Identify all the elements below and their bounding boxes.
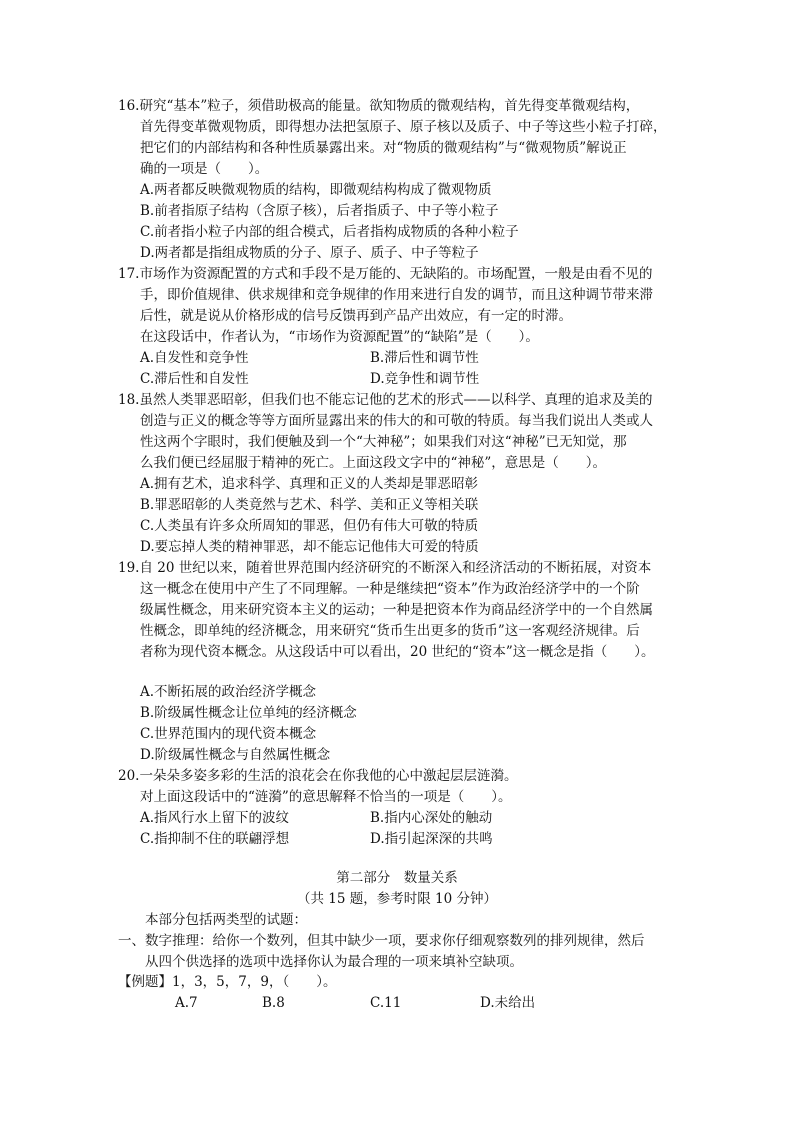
q17-option-a: A.自发性和竞争性 xyxy=(140,350,249,366)
section-title: 第二部分 数量关系 xyxy=(336,870,458,886)
example-row xyxy=(118,972,336,992)
q16-option-b: B.前者指原子结构（含原子核），后者指质子、中子等小粒子 xyxy=(140,203,499,219)
q16-stem-line-1: 16.研究“基本”粒子，须借助极高的能量。欲知物质的微观结构，首先得变革微观结构， xyxy=(118,98,640,114)
q19-stem-line-5: 者称为现代资本概念。从这段话中可以看出，20 世纪的“资本”这一概念是指（ ）。 xyxy=(140,644,655,660)
q17-option-b: B.滞后性和调节性 xyxy=(370,350,479,366)
q19-option-a: A.不断拓展的政治经济学概念 xyxy=(140,684,317,700)
q20-option-b: B.指内心深处的触动 xyxy=(370,810,493,826)
q20-stem-line-1: 20.一朵朵多姿多彩的生活的浪花会在你我他的心中激起层层涟漪。 xyxy=(118,768,518,784)
q18-stem-line-3: 性这两个字眼时，我们便触及到一个“大神秘”；如果我们对这“神秘”已无知觉，那 xyxy=(140,434,627,450)
q19-option-b: B.阶级属性概念让位单纯的经济概念 xyxy=(140,705,357,721)
q19-stem-line-3: 级属性概念，用来研究资本主义的运动；一种是把资本作为商品经济学中的一个自然属 xyxy=(140,602,653,618)
q18-stem-line-1: 18.虽然人类罪恶昭彰，但我们也不能忘记他的艺术的形式——以科学、真理的追求及美的 xyxy=(118,392,653,408)
q19-stem-line-2: 这一概念在使用中产生了不同理解。一种是继续把“资本”作为政治经济学中的一个阶 xyxy=(140,581,640,597)
example-label: 【例题】 xyxy=(118,974,172,990)
q18-option-b: B.罪恶昭彰的人类竟然与艺术、科学、美和正义等相关联 xyxy=(140,497,479,513)
q20-option-c: C.指抑制不住的联翩浮想 xyxy=(140,831,290,847)
q16-option-a: A.两者都反映微观物质的结构，即微观结构构成了微观物质 xyxy=(140,182,492,198)
example-option-c: C.11 xyxy=(370,995,402,1011)
q17-option-d: D.竞争性和调节性 xyxy=(370,371,480,387)
q17-stem-line-3: 后性，就是说从价格形成的信号反馈再到产品产出效应，有一定的时滞。 xyxy=(140,308,572,324)
number-reasoning-line-2: 从四个供选择的选项中选择你认为最合理的一项来填补空缺项。 xyxy=(145,954,523,970)
q17-stem-line-1: 17.市场作为资源配置的方式和手段不是万能的、无缺陷的。市场配置，一般是由看不见的 xyxy=(118,266,653,282)
q17-stem-line-2: 手，即价值规律、供求规律和竞争规律的作用来进行自发的调节，而且这种调节带来滞 xyxy=(140,287,653,303)
q17-option-c: C.滞后性和自发性 xyxy=(140,371,249,387)
number-reasoning-line-1: 一、数字推理：给你一个数列，但其中缺少一项，要求你仔细观察数列的排列规律，然后 xyxy=(118,933,645,949)
q17-stem-line-4: 在这段话中，作者认为，“市场作为资源配置”的“缺陷”是（ ）。 xyxy=(140,329,539,345)
q16-stem-line-3: 把它们的内部结构和各种性质暴露出来。对“物质的微观结构”与“微观物质”解说正 xyxy=(140,140,627,156)
example-option-d: D.未给出 xyxy=(480,995,536,1011)
q16-stem-line-4: 确的一项是（ ）。 xyxy=(140,161,269,177)
q18-option-d: D.要忘掉人类的精神罪恶，却不能忘记他伟大可爱的特质 xyxy=(140,539,479,555)
q18-stem-line-4: 么我们便已经屈服于精神的死亡。上面这段文字中的“神秘”，意思是（ ）。 xyxy=(140,455,607,471)
q18-stem-line-2: 创造与正义的概念等等方面所显露出来的伟大的和可敬的特质。每当我们说出人类或人 xyxy=(140,413,653,429)
q19-stem-line-4: 性概念，即单纯的经济概念，用来研究“货币生出更多的货币”这一客观经济规律。后 xyxy=(140,623,640,639)
q16-stem-line-2: 首先得变革微观物质，即得想办法把氢原子、原子核以及质子、中子等这些小粒子打碎， xyxy=(140,119,667,135)
q18-option-c: C.人类虽有许多众所周知的罪恶，但仍有伟大可敬的特质 xyxy=(140,518,479,534)
q16-option-c: C.前者指小粒子内部的组合模式，后者指构成物质的各种小粒子 xyxy=(140,224,519,240)
q20-stem-line-2: 对上面这段话中的“涟漪”的意思解释不恰当的一项是（ ）。 xyxy=(140,789,512,805)
q19-stem-line-1: 19.自 20 世纪以来，随着世界范围内经济研究的不断深入和经济活动的不断拓展，对资本 xyxy=(118,560,652,576)
q19-option-c: C.世界范围内的现代资本概念 xyxy=(140,726,317,742)
section-subtitle: （共 15 题，参考时限 10 分钟） xyxy=(296,891,498,907)
q19-option-d: D.阶级属性概念与自然属性概念 xyxy=(140,747,331,763)
example-sequence: 1，3，5，7，9，（ ）。 xyxy=(172,974,337,990)
q20-option-d: D.指引起深深的共鸣 xyxy=(370,831,493,847)
example-option-a: A.7 xyxy=(175,995,198,1011)
q16-option-d: D.两者都是指组成物质的分子、原子、质子、中子等粒子 xyxy=(140,245,479,261)
example-option-b: B.8 xyxy=(262,995,285,1011)
q18-option-a: A.拥有艺术，追求科学、真理和正义的人类却是罪恶昭彰 xyxy=(140,476,479,492)
q20-option-a: A.指风行水上留下的波纹 xyxy=(140,810,290,826)
section-intro: 本部分包括两类型的试题： xyxy=(145,912,307,928)
